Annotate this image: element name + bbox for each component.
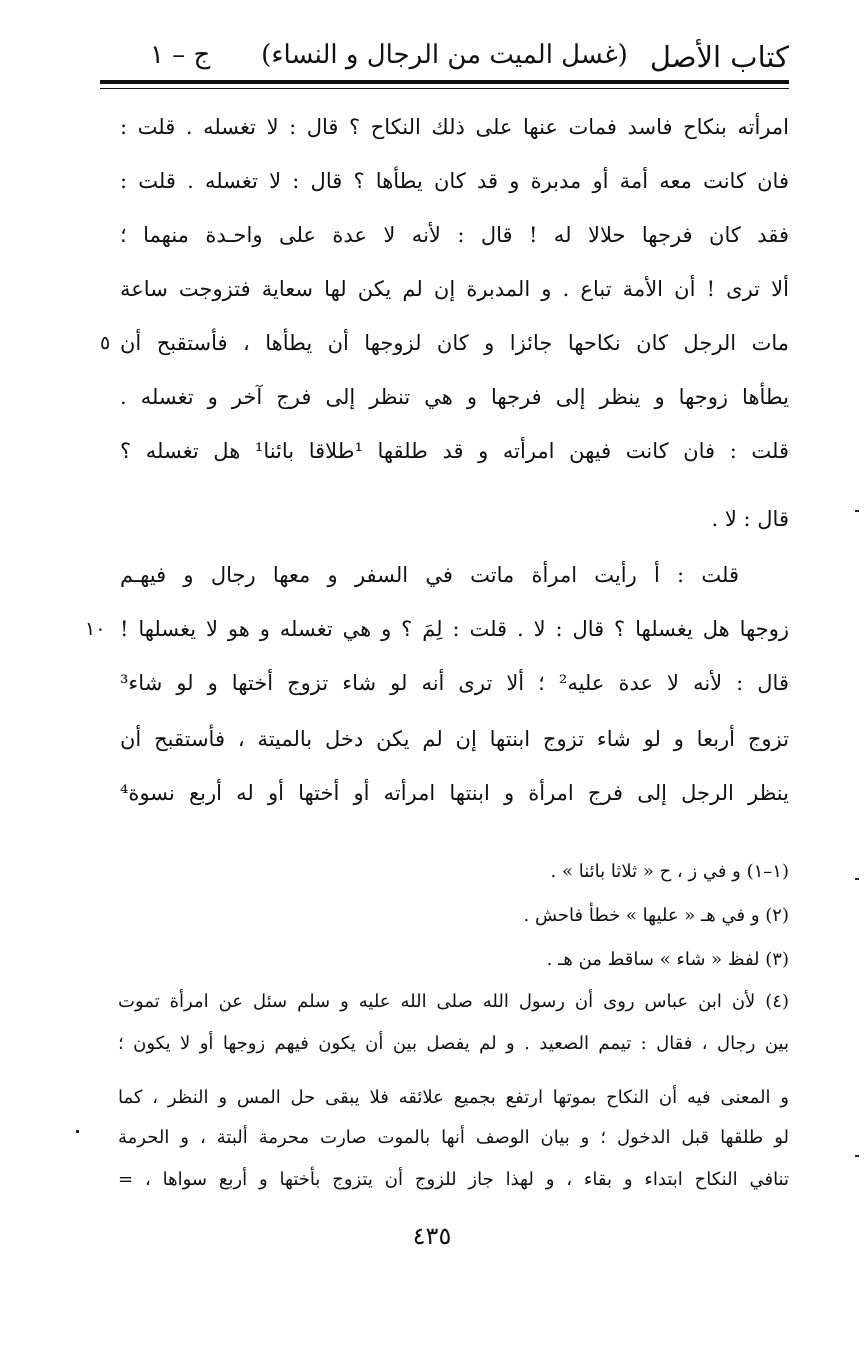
footnote: لو طلقها قبل الدخول ؛ و بيان الوصف أنها بالموت صارت محرمة ألبتة ، و الحرمة bbox=[118, 1127, 789, 1148]
line-number-10: ١٠ bbox=[85, 618, 106, 640]
running-header bbox=[100, 36, 789, 76]
text-line: فقد كان فرجها حلالا له ! قال : لأنه لا عدة على واحـدة منهما ؛ bbox=[120, 223, 789, 247]
scan-speck bbox=[855, 510, 859, 512]
page-number: ٤٣٥ bbox=[412, 1222, 452, 1250]
text-line: قال : لا . bbox=[711, 507, 789, 531]
footnote: (٤) لأن ابن عباس روى أن رسول الله صلى الله عليه و سلم سئل عن امرأة تموت bbox=[118, 991, 789, 1012]
text-line: قال : لأنه لا عدة عليه² ؛ ألا ترى أنه لو شاء تزوج أختها و لو شاء³ bbox=[120, 671, 789, 695]
scan-speck bbox=[76, 1130, 79, 1133]
footnote: تنافي النكاح ابتداء و بقاء ، و لهذا جاز للزوج أن يتزوج بأختها و أربع سواها ، = bbox=[118, 1169, 789, 1190]
footnote: و المعنى فيه أن النكاح بموتها ارتفع بجميع علائقه فلا يبقى حل المس و النظر ، كما bbox=[118, 1087, 789, 1108]
scan-speck bbox=[855, 878, 859, 880]
header-rule-thin bbox=[100, 88, 789, 89]
chapter-title: (غسل الميت من الرجال و النساء) bbox=[261, 40, 628, 70]
footnote: (١–١) و في ز ، ح « ثلاثا بائنا » . bbox=[550, 861, 789, 882]
footnote: (٣) لفظ « شاء » ساقط من هـ . bbox=[546, 949, 789, 970]
volume-label: ج – ١ bbox=[150, 40, 211, 70]
footnote: بين رجال ، فقال : تيمم الصعيد . و لم يفصل بين أن يكون فيهم زوجها أو لا يكون ؛ bbox=[118, 1033, 789, 1054]
text-line: قلت : أ رأيت امرأة ماتت في السفر و معها رجال و فيهـم bbox=[120, 563, 739, 587]
text-line: يطأها زوجها و ينظر إلى فرجها و هي تنظر إلى فرج آخر و تغسله . bbox=[120, 385, 789, 409]
text-line: فان كانت معه أمة أو مدبرة و قد كان يطأها ؟ قال : لا تغسله . قلت : bbox=[120, 169, 789, 193]
text-line: امرأته بنكاح فاسد فمات عنها على ذلك النكاح ؟ قال : لا تغسله . قلت : bbox=[120, 115, 789, 139]
text-line: مات الرجل كان نكاحها جائزا و كان لزوجها أن يطأها ، فأستقبح أن bbox=[120, 331, 789, 355]
line-number-5: ٥ bbox=[100, 332, 111, 354]
header-rule bbox=[100, 80, 789, 84]
footnote: (٢) و في هـ « عليها » خطأ فاحش . bbox=[523, 905, 789, 926]
scan-speck bbox=[855, 1155, 859, 1157]
text-line: ألا ترى ! أن الأمة تباع . و المدبرة إن لم يكن لها سعاية فتزوجت ساعة bbox=[120, 277, 789, 301]
text-line: ينظر الرجل إلى فرج امرأة و ابنتها امرأته أو أختها أو له أربع نسوة⁴ bbox=[120, 781, 789, 805]
text-line: قلت : فان كانت فيهن امرأته و قد طلقها ¹طلاقا بائنا¹ هل تغسله ؟ bbox=[120, 439, 789, 463]
text-line: تزوج أربعا و لو شاء تزوج ابنتها إن لم يكن دخل بالميتة ، فأستقبح أن bbox=[120, 727, 789, 751]
text-line: زوجها هل يغسلها ؟ قال : لا . قلت : لِمَ ؟ و هي تغسله و هو لا يغسلها ! bbox=[120, 617, 789, 641]
book-title: كتاب الأصل bbox=[649, 40, 789, 74]
